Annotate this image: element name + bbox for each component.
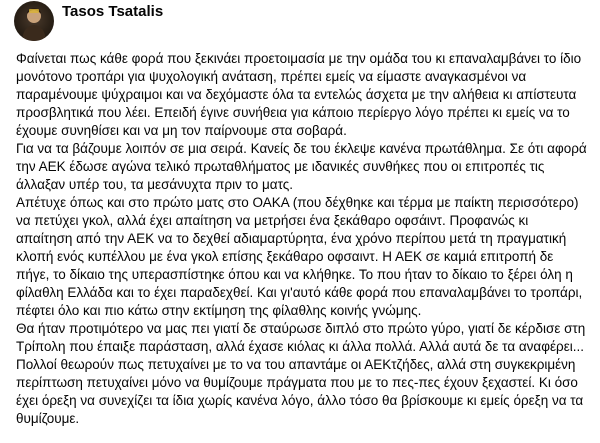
post-body	[16, 50, 588, 428]
post-paragraph: Πολλοί θεωρούν πως πετυχαίνει με το να του απαντάμε οι ΑΕΚτζήδες, αλλά στη συγκεκριμένη περίπτωση πετυχαίνει μόνο να θυμίζουμε πράγματα που με το πες-πες έχουν ξεχαστεί. Κι όσο έχει όρεξη να συνεχίζει τα ίδια χωρίς κανένα λόγο, άλλο τόσο θα βρίσκουμε κι εμείς όρεξη να τα θυμίζουμε.	[16, 357, 584, 426]
person-avatar-icon	[14, 1, 54, 41]
post-header	[14, 1, 163, 41]
author-name[interactable]: Tasos Tsatalis	[62, 3, 164, 20]
author-avatar[interactable]	[14, 1, 54, 41]
post-paragraph: Θα ήταν προτιμότερο να μας πει γιατί δε σταύρωσε διπλό στο πρώτο γύρο, γιατί δε κέρδισε στη Τρίπολη που έπαιξε παράσταση, αλλά έχασε κιόλας κι άλλα πολλά. Αλλά αυτά δε τα αναφέρει...	[16, 321, 586, 354]
post-paragraph: Απέτυχε όπως και στο πρώτο ματς στο ΟΑΚΑ (που δέχθηκε και τέρμα με παίκτη περισσότερο) να πετύχει γκολ, αλλά έχει απαίτηση να μετρήσει ένα ξεκάθαρο οφσάιντ. Προφανώς κι απαίτηση από την ΑΕΚ να το δεχθεί αδιαμαρτύρητα, ένα χρόνο περίπου μετά τη πραγματική κλοπή ενός κυπέλλου με ένα γκολ επίσης ξεκάθαρο οφσαιντ. Η ΑΕΚ σε καμιά επιτροπή δε πήγε, το δίκαιο της υπερασπίστηκε όπου και να κλήθηκε. Το που ήταν το δίκαιο το ξέρει όλη η φίλαθλη Ελλάδα και το έχει παραδεχθεί. Και γι'αυτό κάθε φορά που επαναλαμβάνει το τροπάρι, πέφτει όλο και πιο κάτω στην εκτίμηση της φίλαθλης κοινής γνώμης.	[16, 195, 583, 318]
post-paragraph: Για να τα βάζουμε λοιπόν σε μια σειρά. Κανείς δε του έκλεψε κανένα πρωτάθλημα. Σε ότι αφορά την ΑΕΚ έδωσε αγώνα τελικό πρωταθλήματος με ιδανικές συνθήκες που οι επιτροπές τις άλλαξαν υπέρ του, τα μεσάνυχτα πριν το ματς.	[16, 141, 587, 192]
post-paragraph: Φαίνεται πως κάθε φορά που ξεκινάει προετοιμασία με την ομάδα του κι επαναλαμβάνει το ίδιο μονότονο τροπάρι για ψυχολογική ανάταση, πρέπει εμείς να είμαστε αναγκασμένοι να παραμένουμε ψύχραιμοι και να δεχόμαστε όλα τα εντελώς άσχετα με την αλήθεια κι απίστευτα προσβλητικά που λέει. Επειδή έγινε συνήθεια για κάποιο περίεργο λόγο πρέπει κι εμείς να το έχουμε συνηθίσει και να μη τον παίρνουμε στα σοβαρά.	[16, 51, 582, 138]
